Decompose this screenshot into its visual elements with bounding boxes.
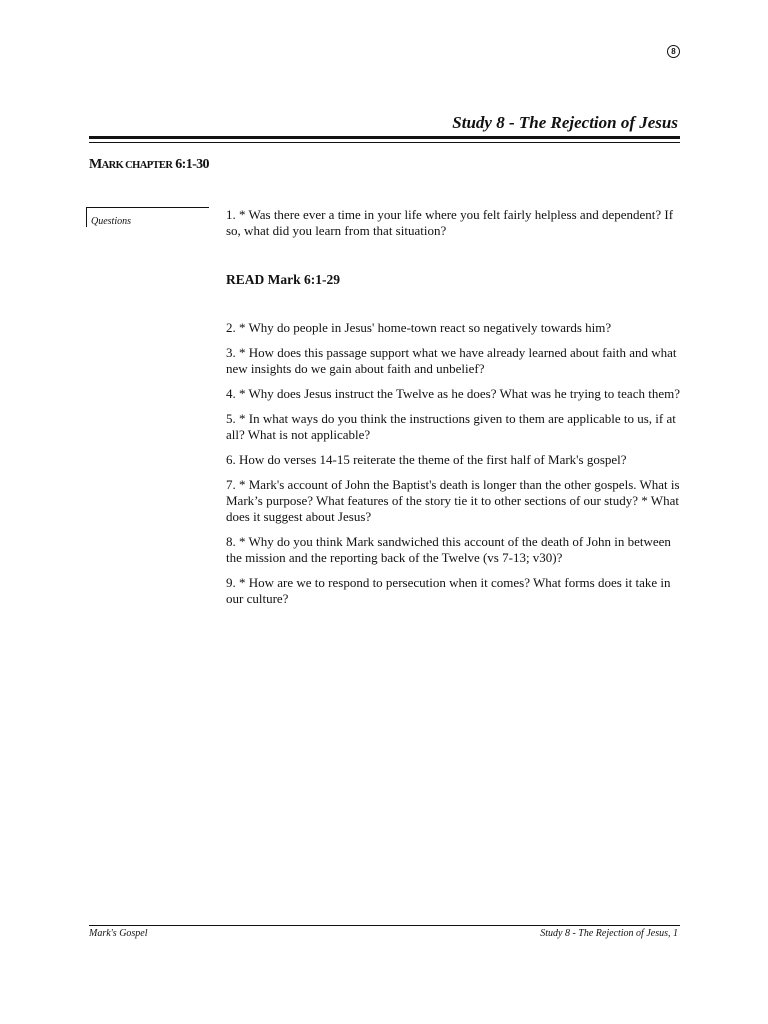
chapter-smallcaps: ARK CHAPTER [101, 160, 173, 171]
header-rule-thin [89, 142, 680, 143]
chapter-heading [89, 157, 209, 173]
question-item: 7. * Mark's account of John the Baptist's death is longer than the other gospels. What is Mark’s purpose? What features of the story tie it to other sections of our study? * What does it suggest about Jesus? [226, 477, 680, 524]
chapter-reference: 6:1-30 [172, 157, 209, 172]
question-list [226, 320, 681, 607]
sidebar-questions-box [86, 207, 209, 227]
footer-left-text: Mark's Gospel [89, 928, 148, 939]
study-title: Study 8 - The Rejection of Jesus [452, 113, 678, 132]
question-item: 6. How do verses 14-15 reiterate the theme of the first half of Mark's gospel? [226, 452, 627, 467]
question-1: 1. * Was there ever a time in your life where you felt fairly helpless and dependent? If so, what did you learn from that situation? [226, 207, 674, 238]
sidebar-questions-label: Questions [91, 216, 131, 227]
footer-right-text: Study 8 - The Rejection of Jesus, 1 [540, 928, 678, 939]
question-item: 9. * How are we to respond to persecution when it comes? What forms does it take in our culture? [226, 575, 671, 606]
question-item: 5. * In what ways do you think the instructions given to them are applicable to us, if at all? What is not applicable? [226, 411, 676, 442]
questions-content [226, 207, 681, 616]
question-item: 8. * Why do you think Mark sandwiched this account of the death of John in between the mission and the reporting back of the Twelve (vs 7-13; v30)? [226, 534, 671, 565]
read-heading: READ Mark 6:1-29 [226, 272, 340, 287]
chapter-initial: M [89, 157, 102, 172]
footer-rule [89, 925, 680, 926]
page-number-badge: 8 [667, 45, 680, 58]
header-rule-thick [89, 136, 680, 139]
question-item: 4. * Why does Jesus instruct the Twelve as he does? What was he trying to teach them? [226, 386, 680, 401]
question-item: 3. * How does this passage support what we have already learned about faith and what new insights do we gain about faith and unbelief? [226, 345, 677, 376]
question-item: 2. * Why do people in Jesus' home-town react so negatively towards him? [226, 320, 612, 335]
